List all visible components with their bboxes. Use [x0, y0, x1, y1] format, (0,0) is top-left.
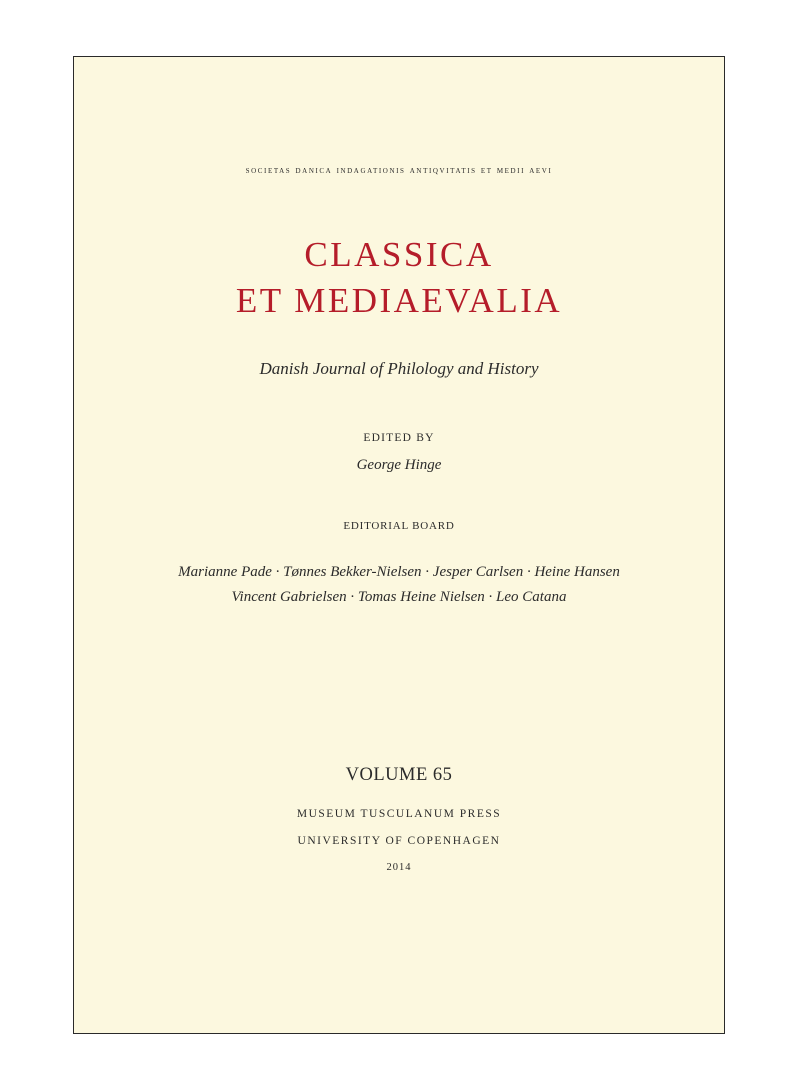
university-name: UNIVERSITY OF COPENHAGEN	[297, 835, 501, 847]
journal-title-line-2: ET MEDIAEVALIA	[235, 281, 563, 320]
editorial-board-label: EDITORIAL BOARD	[343, 520, 455, 532]
edited-by-label: EDITED BY	[363, 432, 435, 444]
publication-year: 2014	[386, 862, 412, 873]
publisher-name: MUSEUM TUSCULANUM PRESS	[296, 808, 502, 820]
editorial-board-line-2: Vincent Gabrielsen · Tomas Heine Nielsen · Leo Catana	[231, 589, 567, 605]
journal-title-line-1: CLASSICA	[304, 235, 494, 274]
editor-name: George Hinge	[356, 457, 442, 473]
volume-number: VOLUME 65	[345, 765, 453, 785]
editorial-board-line-1: Marianne Pade · Tønnes Bekker-Nielsen · Jesper Carlsen · Heine Hansen	[178, 564, 620, 580]
society-name: societas danica indagationis antiqvitatis et medii aevi	[245, 165, 553, 176]
book-cover	[73, 56, 725, 1034]
journal-subtitle: Danish Journal of Philology and History	[259, 359, 539, 378]
